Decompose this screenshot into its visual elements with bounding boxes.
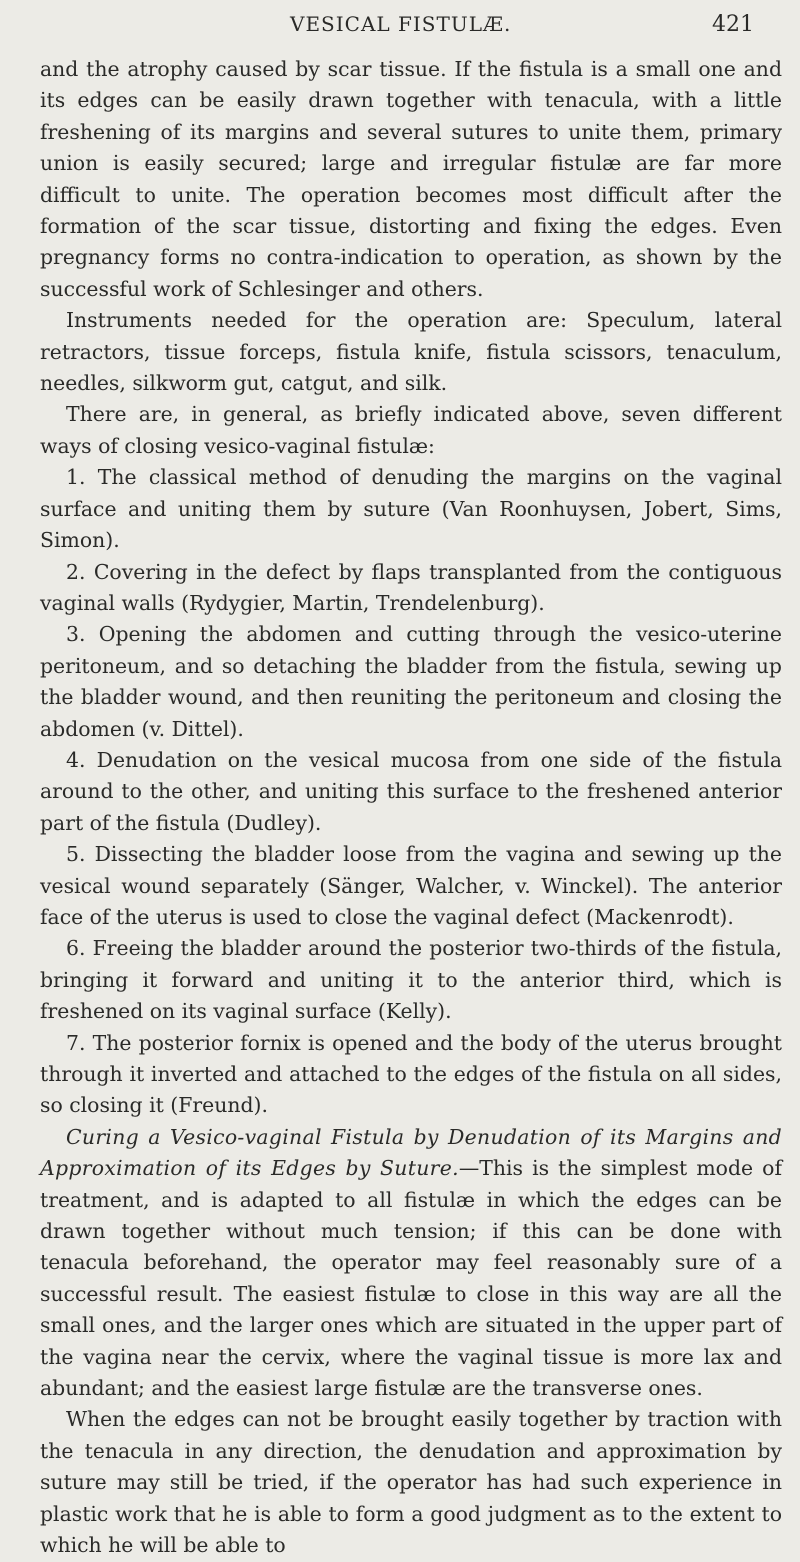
section-paragraph — [40, 1122, 782, 1405]
running-head — [0, 12, 800, 42]
method-1: 1. The classical method of denuding the margins on the vaginal surface and uniting them by suture (Van Roonhuysen, Jobert, Sims, Simon). — [40, 465, 782, 553]
paragraph-last: When the edges can not be brought easily together by traction with the tenacula in any direction, the denudation and approximation by suture may still be tried, if the operator has had such experience in plastic work that he is able to form a good judgment as to the extent to which he will be able to — [40, 1407, 782, 1558]
method-4: 4. Denudation on the vesical mucosa from one side of the fistula around to the other, and uniting this surface to the freshened anterior part of the fistula (Dudley). — [40, 747, 782, 835]
body-text — [40, 54, 782, 1562]
method-5: 5. Dissecting the bladder loose from the vagina and sewing up the vesical wound separately (Sänger, Walcher, v. Winckel). The anterior face of the uterus is used to close the vaginal defect (Mackenrodt). — [40, 842, 782, 929]
method-2: 2. Covering in the defect by flaps transplanted from the contiguous vaginal walls (Rydygier, Martin, Trendelenburg). — [40, 559, 782, 615]
running-title: VESICAL FISTULÆ. — [290, 12, 512, 36]
section-text: —This is the simplest mode of treatment, and is adapted to all fistulæ in which the edges can be drawn together without much tension; if this can be done with tenacula beforehand, the operator may feel reasonably sure of a successful result. The easiest fistulæ to close in this way are all the small ones, and the larger ones which are situated in the upper part of the vagina near the cervix, where the vaginal tissue is more lax and abundant; and the easiest large fistulæ are the transverse ones. — [40, 1156, 782, 1401]
section-heading: Curing a Vesico-vaginal Fistula by Denudation of its Margins and Approximation of its Edges by Suture. — [40, 1124, 782, 1181]
method-6: 6. Freeing the bladder around the posterior two-thirds of the fistula, bringing it forward and uniting it to the anterior third, which is freshened on its vaginal surface (Kelly). — [40, 936, 782, 1024]
method-3: 3. Opening the abdomen and cutting through the vesico-uterine peritoneum, and so detaching the bladder from the fistula, sewing up the bladder wound, and then reuniting the peritoneum and closing the abdomen (v. Dittel). — [40, 622, 782, 741]
method-7: 7. The posterior fornix is opened and the body of the uterus brought through it inverted and attached to the edges of the fistula on all sides, so closing it (Freund). — [40, 1030, 782, 1118]
paragraph-methods-intro: There are, in general, as briefly indicated above, seven different ways of closing vesico-vaginal fistulæ: — [40, 402, 782, 458]
paragraph-instruments: Instruments needed for the operation are: Speculum, lateral retractors, tissue forceps, fistula knife, fistula scissors, tenaculum, needles, silkworm gut, catgut, and silk. — [40, 308, 782, 396]
page-number: 421 — [712, 12, 754, 37]
paragraph-continuation: and the atrophy caused by scar tissue. If the fistula is a small one and its edges can be easily drawn together with tenacula, with a little freshening of its margins and several sutures to unite them, primary union is easily secured; large and irregular fistulæ are far more difficult to unite. The operation becomes most difficult after the formation of the scar tissue, distorting and fixing the edges. Even pregnancy forms no contra-indication to operation, as shown by the successful work of Schlesinger and others. — [40, 57, 782, 301]
